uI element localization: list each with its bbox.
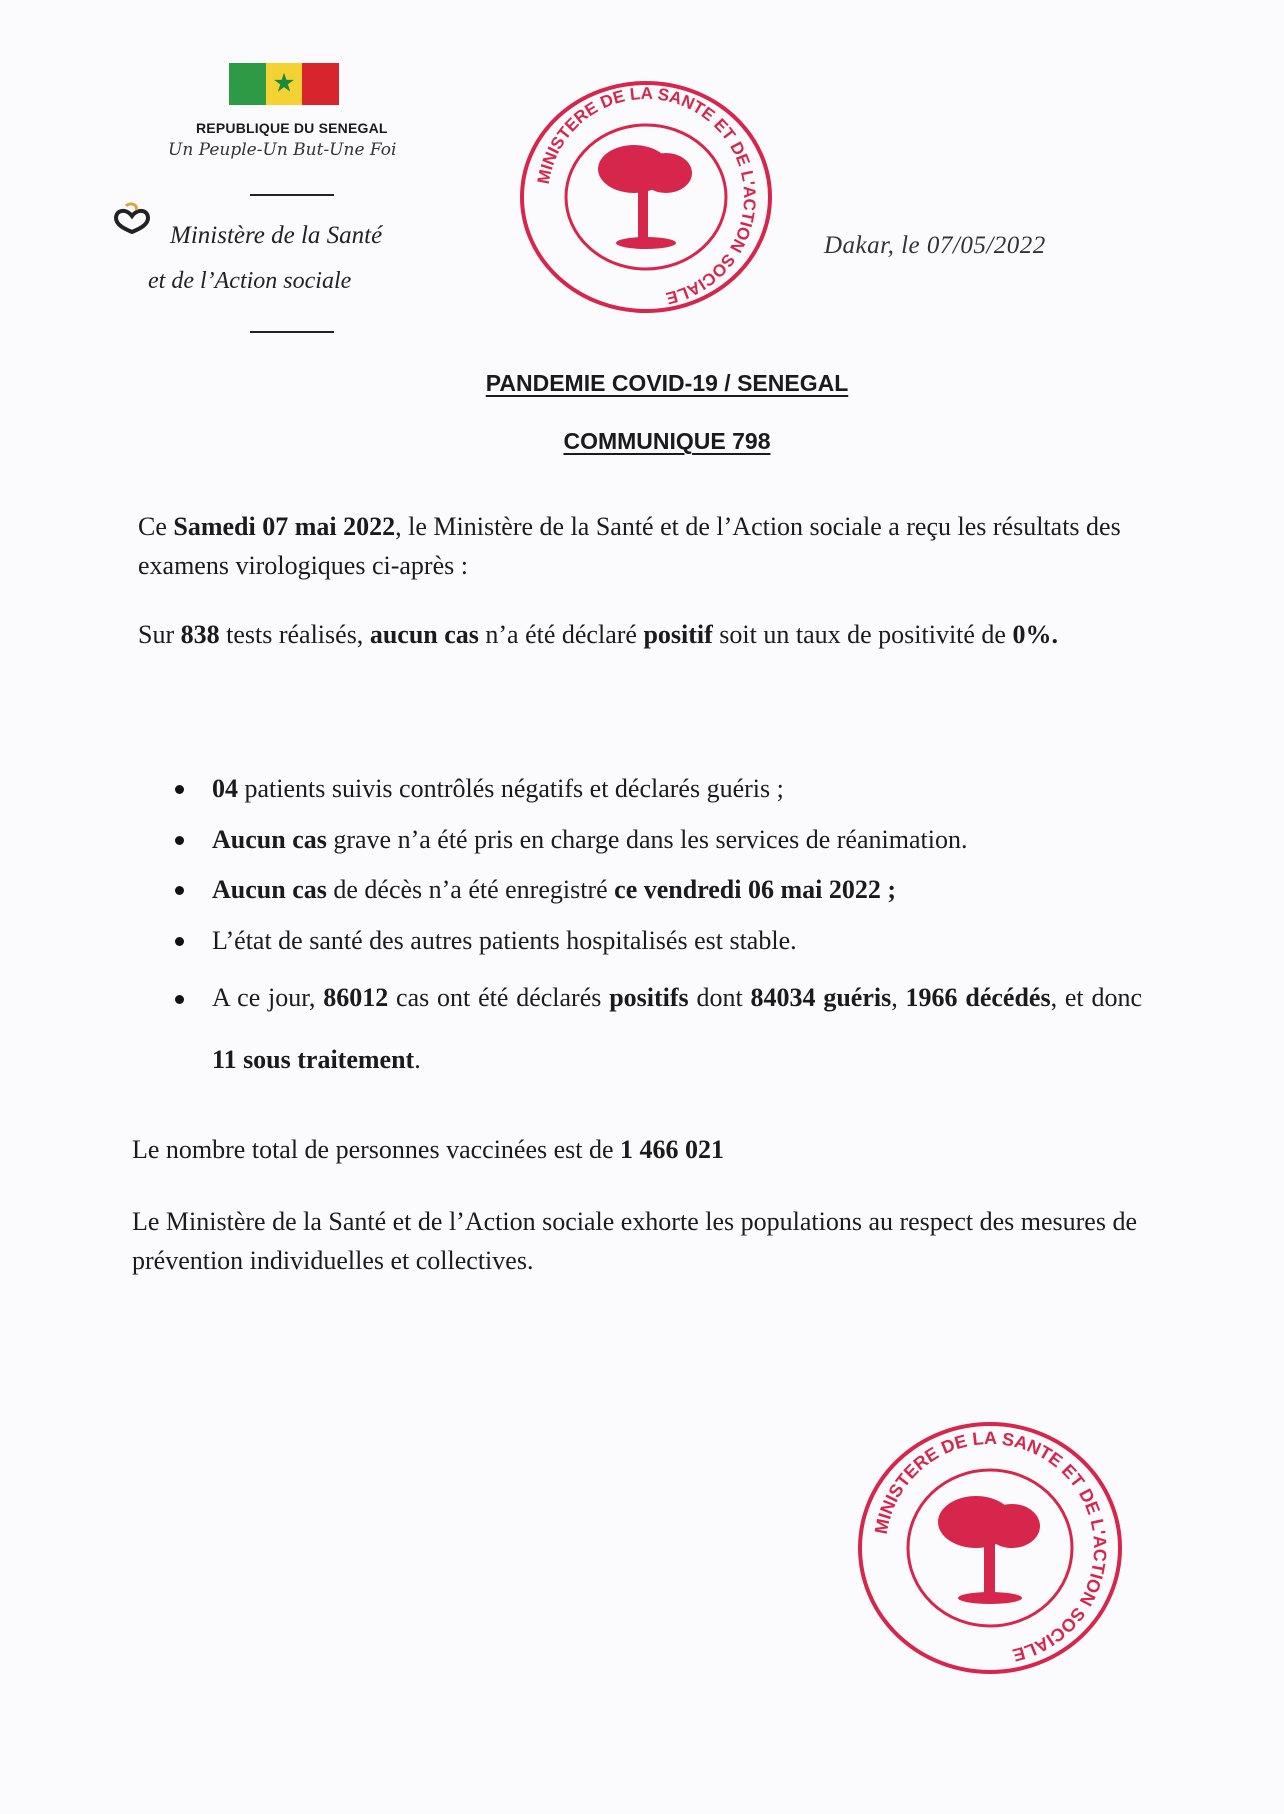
divider bbox=[250, 331, 334, 333]
bullet-icon bbox=[175, 836, 184, 845]
official-seal-stamp bbox=[854, 1418, 1126, 1678]
bullet-list bbox=[170, 770, 1142, 1105]
closing-paragraph: Le Ministère de la Santé et de l’Action sociale exhorte les populations au respect des mesures de prévention individuelles et collectives. bbox=[132, 1207, 1137, 1275]
bullet-icon bbox=[175, 937, 184, 946]
national-motto: Un Peuple-Un But-Une Foi bbox=[168, 140, 397, 160]
tests-paragraph: Sur 838 tests réalisés, aucun cas n’a été déclaré positif soit un taux de positivité de 0%. bbox=[138, 620, 1058, 649]
vaccination-paragraph: Le nombre total de personnes vaccinées est de 1 466 021 bbox=[132, 1135, 725, 1164]
list-item: A ce jour, 86012 cas ont été déclarés positifs dont 84034 guéris, 1966 décédés, et donc 11 sous traitement. bbox=[170, 967, 1142, 1092]
ministry-name-line1: Ministère de la Santé bbox=[170, 222, 383, 249]
country-name: REPUBLIQUE DU SENEGAL bbox=[196, 120, 388, 136]
svg-text:MINISTERE DE LA SANTE ET DE L': MINISTERE DE LA SANTE ET DE L'ACTION SOCIALE bbox=[870, 1427, 1111, 1666]
official-seal-stamp bbox=[516, 77, 776, 317]
list-item: 04 patients suivis contrôlés négatifs et déclarés guéris ; bbox=[170, 770, 1142, 808]
bullet-icon bbox=[175, 785, 184, 794]
list-item: Aucun cas grave n’a été pris en charge dans les services de réanimation. bbox=[170, 821, 1142, 859]
list-item: Aucun cas de décès n’a été enregistré ce vendredi 06 mai 2022 ; bbox=[170, 871, 1142, 909]
communique-number: COMMUNIQUE 798 bbox=[563, 428, 771, 454]
intro-paragraph: Ce Samedi 07 mai 2022, le Ministère de la Santé et de l’Action sociale a reçu les résultats des examens virologiques ci-après : bbox=[138, 512, 1121, 580]
page-title: PANDEMIE COVID-19 / SENEGAL bbox=[485, 370, 849, 396]
svg-text:MINISTERE DE LA SANTE ET DE L': MINISTERE DE LA SANTE ET DE L'ACTION SOCIALE bbox=[533, 83, 760, 308]
bullet-icon bbox=[175, 886, 184, 895]
ministry-logo-icon bbox=[112, 202, 152, 234]
divider bbox=[250, 194, 334, 196]
list-item: L’état de santé des autres patients hospitalisés est stable. bbox=[170, 922, 1142, 960]
senegal-flag-icon: ★ bbox=[229, 63, 339, 105]
document-date: Dakar, le 07/05/2022 bbox=[824, 232, 1046, 259]
ministry-name-line2: et de l’Action sociale bbox=[148, 268, 352, 294]
bullet-icon bbox=[175, 995, 184, 1004]
